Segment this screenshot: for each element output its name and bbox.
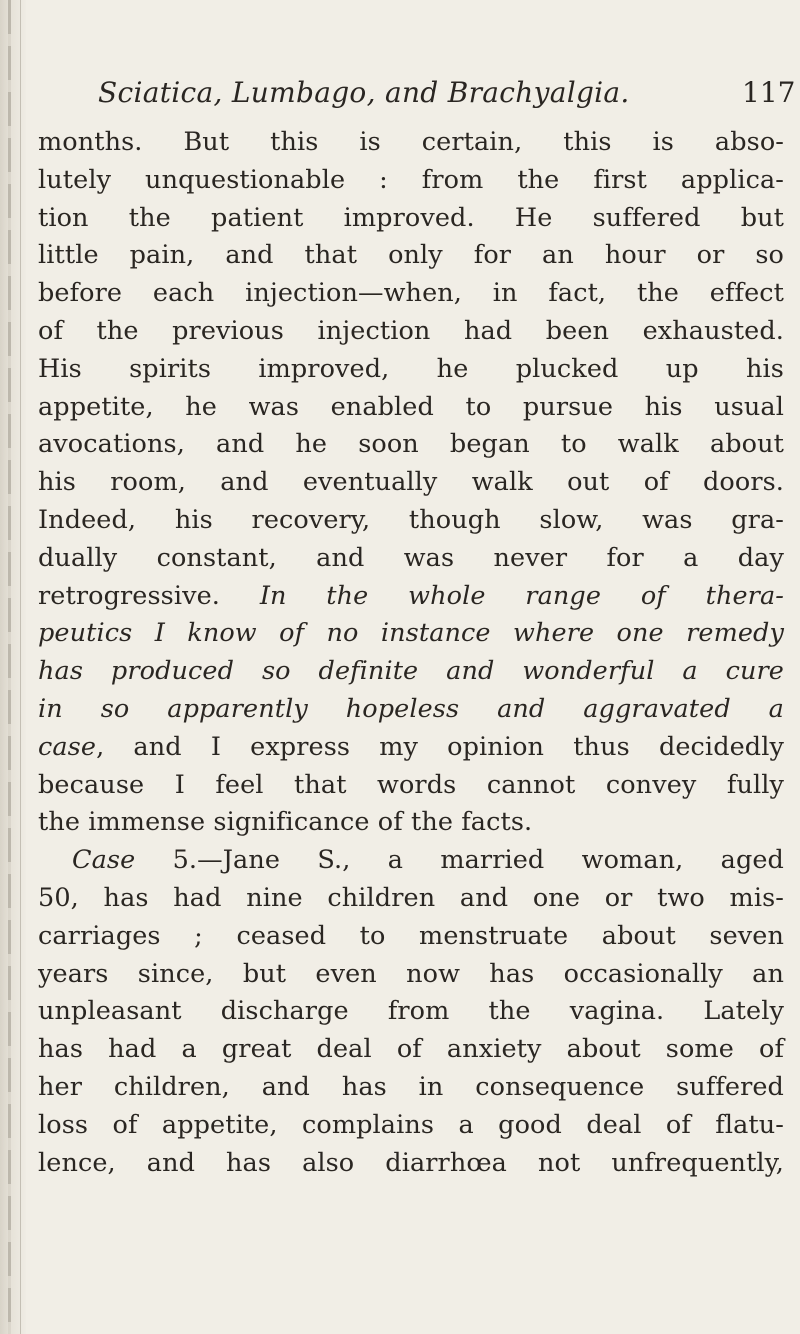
- text-run: unpleasant discharge from the vagina. Lately: [38, 996, 784, 1027]
- italic-text-run: case: [38, 731, 97, 762]
- text-line: [38, 918, 784, 956]
- text-run: little pain, and that only for an hour or so: [38, 240, 784, 271]
- page-gutter: [0, 0, 26, 1334]
- text-run: lutely unquestionable : from the first applica-: [38, 164, 784, 195]
- text-line: [38, 464, 784, 502]
- text-line: [38, 767, 784, 805]
- text-run: before each injection—when, in fact, the effect: [38, 278, 784, 309]
- text-line: [38, 1107, 784, 1145]
- text-line: [38, 351, 784, 389]
- italic-text-run: has produced so definite and wonderful a cure: [38, 656, 784, 687]
- text-line: [38, 124, 784, 162]
- text-run: lence, and has also diarrhœa not unfrequently,: [38, 1147, 784, 1178]
- text-line: [38, 956, 784, 994]
- text-line: [38, 842, 784, 880]
- text-line: [38, 1069, 784, 1107]
- italic-text-run: peutics I know of no instance where one remedy: [38, 618, 784, 649]
- text-line: [38, 200, 784, 238]
- text-run: because I feel that words cannot convey fully: [38, 769, 784, 800]
- body-text: [38, 124, 784, 1182]
- text-run: Indeed, his recovery, though slow, was gra-: [38, 504, 784, 535]
- text-run: has had a great deal of anxiety about some of: [38, 1034, 784, 1065]
- text-line: [38, 426, 784, 464]
- text-run: avocations, and he soon began to walk about: [38, 429, 784, 460]
- text-run: appetite, he was enabled to pursue his usual: [38, 391, 784, 422]
- text-line: [38, 237, 784, 275]
- text-line: [38, 502, 784, 540]
- text-line: [38, 275, 784, 313]
- italic-text-run: In the whole range of thera-: [259, 580, 784, 611]
- text-line: [38, 615, 784, 653]
- text-run: of the previous injection had been exhausted.: [38, 315, 784, 346]
- text-line: [38, 1031, 784, 1069]
- text-line: [38, 578, 784, 616]
- text-run: tion the patient improved. He suffered but: [38, 202, 784, 233]
- text-line: [38, 729, 784, 767]
- text-line: [38, 993, 784, 1031]
- running-title: Sciatica, Lumbago, and Brachyalgia.: [98, 76, 630, 109]
- text-run: years since, but even now has occasionally an: [38, 958, 784, 989]
- text-line: [38, 540, 784, 578]
- text-run: 50, has had nine children and one or two mis-: [38, 882, 784, 913]
- text-line: [38, 653, 784, 691]
- text-run: his room, and eventually walk out of doors.: [38, 467, 784, 498]
- text-run: His spirits improved, he plucked up his: [38, 353, 784, 384]
- text-line: [38, 880, 784, 918]
- italic-text-run: in so apparently hopeless and aggravated a: [38, 693, 784, 724]
- text-run: dually constant, and was never for a day: [38, 542, 784, 573]
- text-line: [38, 691, 784, 729]
- text-line: [38, 804, 784, 842]
- text-run: carriages ; ceased to menstruate about seven: [38, 920, 784, 951]
- text-run: loss of appetite, complains a good deal of flatu-: [38, 1109, 784, 1140]
- text-run: retrogressive.: [38, 580, 260, 611]
- text-line: [38, 1145, 784, 1183]
- text-run: her children, and has in consequence suffered: [38, 1071, 784, 1102]
- text-run: 5.—Jane S., a married woman, aged: [135, 845, 784, 876]
- text-run: , and I express my opinion thus decidedly: [96, 731, 784, 762]
- text-run: the immense significance of the facts.: [38, 807, 533, 838]
- text-line: [38, 162, 784, 200]
- text-line: [38, 389, 784, 427]
- italic-text-run: Case: [72, 845, 136, 876]
- page-number: 117: [742, 76, 796, 109]
- text-line: [38, 313, 784, 351]
- text-run: months. But this is certain, this is abso-: [38, 127, 784, 157]
- binding-rule: [20, 0, 21, 1334]
- binding-edge: [8, 0, 11, 1334]
